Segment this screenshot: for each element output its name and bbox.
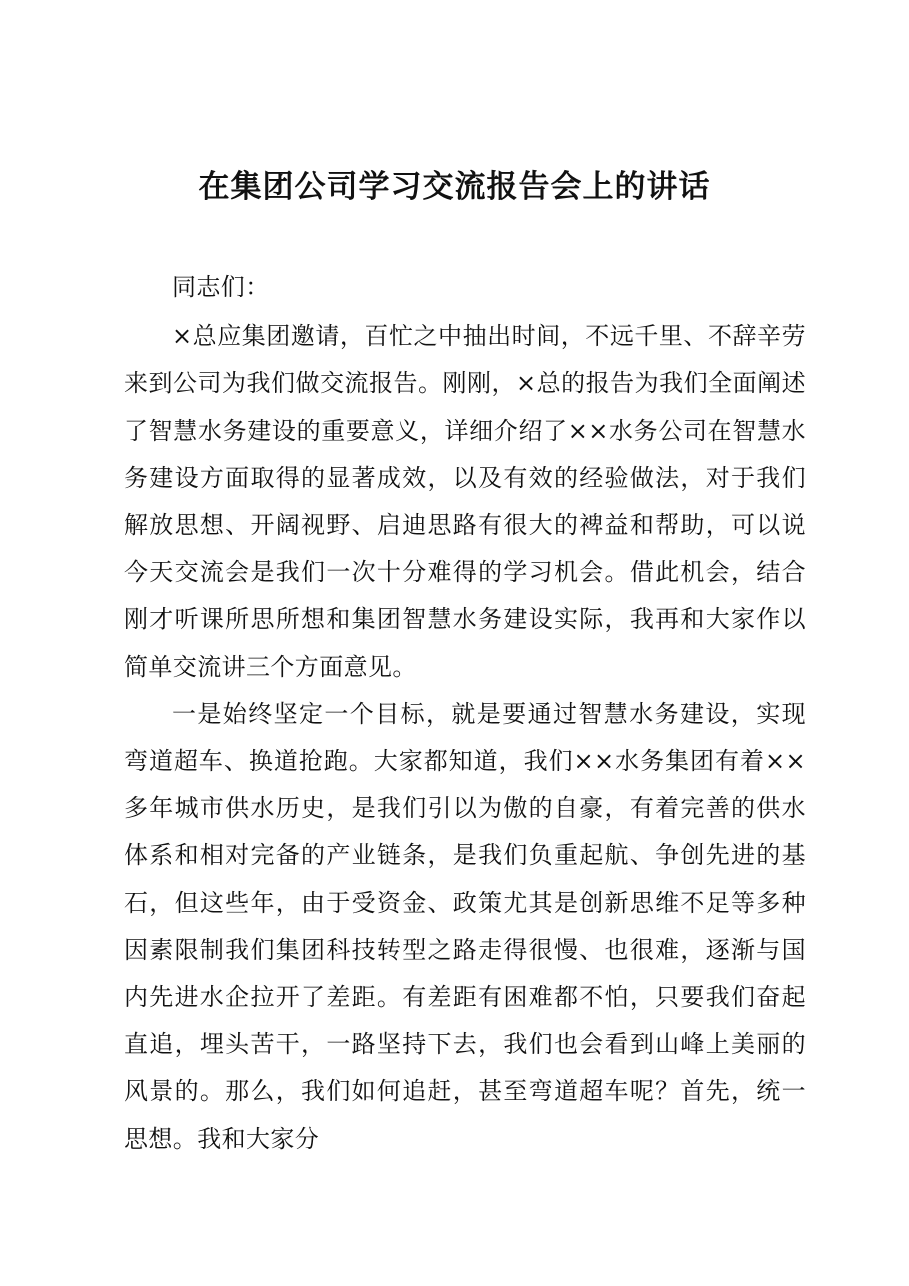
document-title: 在集团公司学习交流报告会上的讲话 [198,169,711,205]
salutation: 同志们： [172,273,270,301]
paragraph-2: 一是始终坚定一个目标，就是要通过智慧水务建设，实现弯道超车、换道抢跑。大家都知道，我们××水务集团有着××多年城市供水历史，是我们引以为傲的自豪，有着完善的供水体系和相对完备的产业链条，是我们负重起航、争创先进的基石，但这些年，由于受资金、政策尤其是创新思维不足等多种因素限制我们集团科技转型之路走得很慢、也很难，逐渐与国内先进水企拉开了差距。有差距有困难都不怕，只要我们奋起直追，埋头苦干，一路坚持下去，我们也会看到山峰上美丽的风景的。那么，我们如何追赶，甚至弯道超车呢？首先，统一思想。我和大家分 [124,699,806,1153]
paragraph-1: ×总应集团邀请，百忙之中抽出时间，不远千里、不辞辛劳来到公司为我们做交流报告。刚刚，×总的报告为我们全面阐述了智慧水务建设的重要意义，详细介绍了××水务公司在智慧水务建设方面取得的显著成效，以及有效的经验做法，对于我们解放思想、开阔视野、启迪思路有很大的裨益和帮助，可以说今天交流会是我们一次十分难得的学习机会。借此机会，结合刚才听课所思所想和集团智慧水务建设实际，我再和大家作以简单交流讲三个方面意见。 [124,322,806,681]
document-body [124,264,806,1163]
